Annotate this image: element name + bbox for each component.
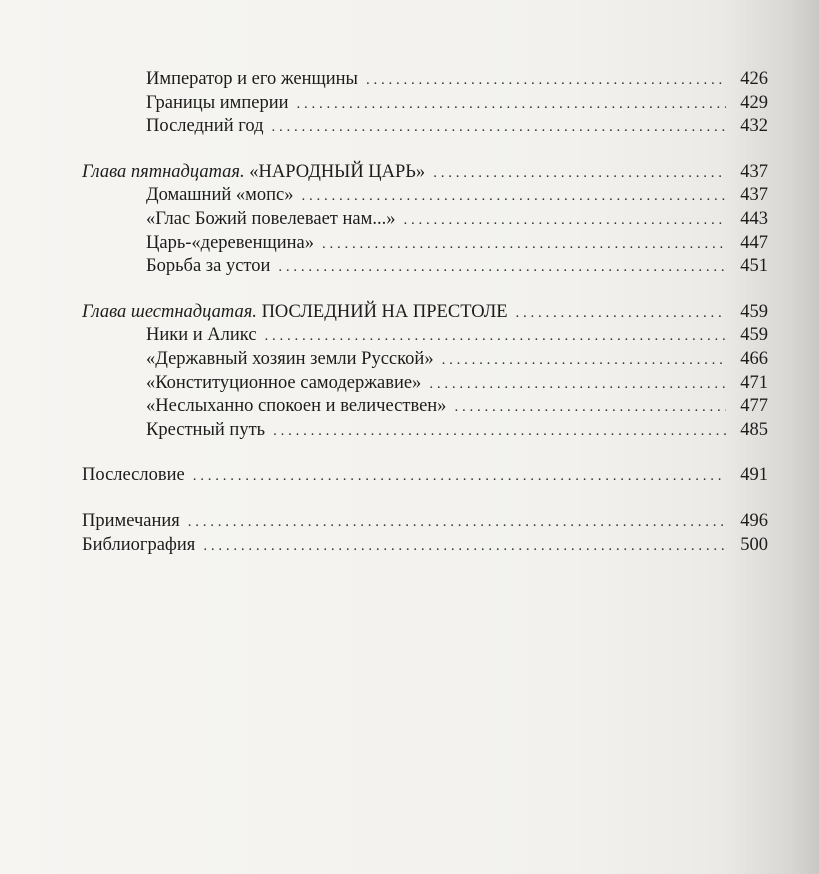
toc-entry bbox=[82, 184, 768, 208]
toc-entry-page: 437 bbox=[740, 161, 768, 182]
toc-backmatter-entry bbox=[82, 464, 768, 488]
dot-leader bbox=[403, 209, 726, 233]
toc-entry-page: 451 bbox=[740, 256, 768, 277]
section-gap bbox=[82, 139, 768, 161]
toc-entry-title: Границы империи bbox=[146, 92, 289, 113]
toc-backmatter-entry bbox=[82, 510, 768, 534]
toc-entry-page: 485 bbox=[740, 419, 768, 440]
toc-entry bbox=[82, 372, 768, 396]
toc-entry-page: 471 bbox=[740, 372, 768, 393]
toc-entry-title: Крестный путь bbox=[146, 419, 266, 440]
dot-leader bbox=[265, 325, 726, 349]
dot-leader bbox=[193, 465, 726, 489]
dot-leader bbox=[278, 256, 726, 280]
toc-entry-title: Ники и Аликс bbox=[146, 325, 257, 346]
toc-entry-page: 491 bbox=[740, 465, 768, 486]
toc-entry-title: Послесловие bbox=[82, 465, 185, 486]
dot-leader bbox=[203, 535, 726, 559]
dot-leader bbox=[188, 511, 726, 535]
section-gap bbox=[82, 442, 768, 464]
toc-entry-title: Последний год bbox=[146, 116, 264, 137]
toc-entry-page: 500 bbox=[740, 534, 768, 555]
toc-entry bbox=[82, 419, 768, 443]
toc-entry-page: 496 bbox=[740, 510, 768, 531]
toc-entry-title: «Державный хозяин земли Русской» bbox=[146, 348, 434, 369]
toc-entry-title: Домашний «мопс» bbox=[146, 185, 294, 206]
chapter-label: Глава шестнадцатая. bbox=[82, 301, 257, 322]
toc-entry bbox=[82, 348, 768, 372]
toc-entry-page: 437 bbox=[740, 185, 768, 206]
dot-leader bbox=[271, 116, 726, 140]
toc-entry-page: 459 bbox=[740, 325, 768, 346]
chapter-title: «НАРОДНЫЙ ЦАРЬ» bbox=[249, 161, 426, 182]
toc-entry-page: 443 bbox=[740, 208, 768, 229]
dot-leader bbox=[433, 162, 726, 186]
dot-leader bbox=[454, 396, 726, 420]
dot-leader bbox=[322, 233, 726, 257]
toc-entry-title: Примечания bbox=[82, 510, 180, 531]
toc-entry bbox=[82, 68, 768, 92]
toc-entry-page: 477 bbox=[740, 396, 768, 417]
toc-entry-title: «Неслыханно спокоен и величествен» bbox=[146, 396, 447, 417]
toc-entry-page: 459 bbox=[740, 301, 768, 322]
toc-entry-page: 447 bbox=[740, 232, 768, 253]
toc-entry bbox=[82, 92, 768, 116]
toc-entry-title: Царь-«деревенщина» bbox=[146, 232, 314, 253]
toc-entry bbox=[82, 255, 768, 279]
toc-entry-page: 426 bbox=[740, 69, 768, 89]
toc-chapter-heading bbox=[82, 161, 768, 185]
dot-leader bbox=[366, 69, 726, 93]
toc-entry-title: Император и его женщины bbox=[146, 69, 358, 89]
dot-leader bbox=[429, 373, 726, 397]
toc-entry bbox=[82, 208, 768, 232]
toc-entry-title: «Конституционное самодержавие» bbox=[146, 372, 422, 393]
toc-entry bbox=[82, 395, 768, 419]
toc-entry-page: 466 bbox=[740, 348, 768, 369]
dot-leader bbox=[442, 349, 726, 373]
toc-entry bbox=[82, 232, 768, 256]
dot-leader bbox=[516, 302, 726, 326]
chapter-title: ПОСЛЕДНИЙ НА ПРЕСТОЛЕ bbox=[261, 301, 508, 322]
toc-entry-page: 429 bbox=[740, 92, 768, 113]
dot-leader bbox=[301, 185, 726, 209]
toc-entry bbox=[82, 115, 768, 139]
toc-chapter-heading bbox=[82, 301, 768, 325]
chapter-label: Глава пятнадцатая. bbox=[82, 161, 245, 182]
toc-entry-page: 432 bbox=[740, 116, 768, 137]
section-gap bbox=[82, 488, 768, 510]
toc-entry-title: Борьба за устои bbox=[146, 256, 271, 277]
toc-backmatter-entry bbox=[82, 534, 768, 558]
toc-entry-title: Библиография bbox=[82, 534, 196, 555]
table-of-contents bbox=[82, 68, 768, 557]
dot-leader bbox=[273, 420, 726, 444]
section-gap bbox=[82, 279, 768, 301]
toc-entry bbox=[82, 324, 768, 348]
toc-entry-title: «Глас Божий повелевает нам...» bbox=[146, 208, 396, 229]
dot-leader bbox=[297, 93, 726, 117]
